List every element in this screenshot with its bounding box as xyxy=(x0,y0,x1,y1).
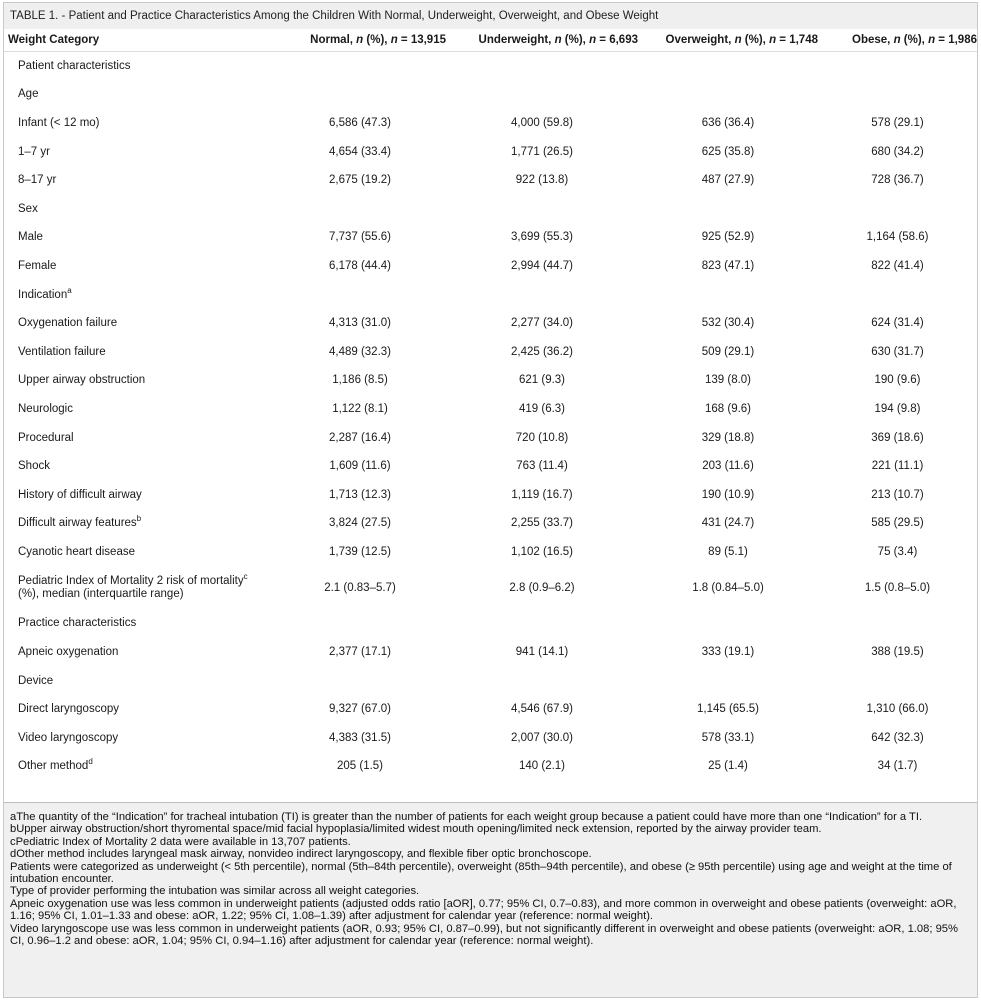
cell-value xyxy=(638,280,818,309)
footnote: Patients were categorized as underweight (< 5th percentile), normal (5th–84th percentile), overweight (85th–94th percentile), and obese (≥ 95th percentile) using age and weight at the time of intubation encounter. xyxy=(10,860,952,886)
cell-value: 2,007 (30.0) xyxy=(510,731,573,744)
table-row xyxy=(4,166,977,195)
table-caption: TABLE 1. - Patient and Practice Characteristics Among the Children With Normal, Underweight, Overweight, and Obese Weight xyxy=(4,3,977,29)
cell-value: 1,164 (58.6) xyxy=(866,231,929,244)
header-overweight: Overweight, n (%), n = 1,748 xyxy=(638,29,818,52)
cell-value xyxy=(446,609,638,638)
cell-value xyxy=(446,194,638,223)
cell-value xyxy=(274,609,446,638)
cell-value: 823 (47.1) xyxy=(701,259,755,272)
row-label: Apneic oxygenation xyxy=(18,646,119,659)
cell-value xyxy=(638,52,818,81)
row-label: Upper airway obstruction xyxy=(18,374,146,387)
cell-value xyxy=(818,194,977,223)
cell-value: 6,586 (47.3) xyxy=(328,116,391,129)
cell-value: 2,425 (36.2) xyxy=(510,345,573,358)
cell-value: 621 (9.3) xyxy=(518,374,566,387)
cell-value: 1.5 (0.8–5.0) xyxy=(864,581,931,594)
cell-value: 1,713 (12.3) xyxy=(328,488,391,501)
cell-value: 369 (18.6) xyxy=(871,431,924,444)
section-label: Age xyxy=(18,88,39,101)
footnote: Video laryngoscope use was less common in underweight patients (aOR, 0.93; 95% CI, 0.87–0.99), but not significantly different in overweight and obese patients (overweight: aOR, 1.08; 95% CI, 0.96–1.2 and obese: aOR, 1.04; 95% CI, 0.94–1.16) after adjustment for calendar year (reference: normal weight). xyxy=(10,922,958,948)
cell-value: 4,383 (31.5) xyxy=(328,731,391,744)
footnote-marker: c xyxy=(243,572,248,582)
table-row xyxy=(4,395,977,424)
table-row xyxy=(4,137,977,166)
cell-value: 2.8 (0.9–6.2) xyxy=(509,581,575,594)
cell-value: 25 (1.4) xyxy=(708,760,748,773)
cell-value: 625 (35.8) xyxy=(701,145,755,158)
row-label: Other method$^d$ xyxy=(18,757,93,773)
section-label: Sex xyxy=(18,202,38,215)
cell-value: 680 (34.2) xyxy=(871,145,924,158)
data-table xyxy=(4,29,977,781)
footnotes xyxy=(4,802,977,997)
cell-value: 578 (33.1) xyxy=(701,731,755,744)
header-weight-category: Weight Category xyxy=(4,29,274,52)
section-label: Patient characteristics xyxy=(18,60,131,73)
cell-value: 941 (14.1) xyxy=(515,646,569,659)
row-label: Female xyxy=(18,259,57,272)
cell-value: 388 (19.5) xyxy=(871,646,924,659)
cell-value: 213 (10.7) xyxy=(871,488,924,501)
row-label: Ventilation failure xyxy=(18,345,106,358)
cell-value: 4,313 (31.0) xyxy=(328,317,391,330)
section-row xyxy=(4,194,977,223)
cell-value: 75 (3.4) xyxy=(877,545,918,558)
cell-value: 203 (11.6) xyxy=(702,460,754,473)
table-row xyxy=(4,724,977,753)
cell-value xyxy=(818,609,977,638)
table-row xyxy=(4,638,977,667)
cell-value: 4,654 (33.4) xyxy=(328,145,391,158)
footnote-marker: b xyxy=(136,514,142,524)
cell-value: 34 (1.7) xyxy=(877,760,918,773)
table-row xyxy=(4,509,977,538)
row-label: Infant (< 12 mo) xyxy=(18,116,100,129)
cell-value: 1,771 (26.5) xyxy=(510,145,573,158)
cell-value xyxy=(818,666,977,695)
cell-value: 1,739 (12.5) xyxy=(328,545,391,558)
cell-value: 431 (24.7) xyxy=(701,517,755,530)
cell-value: 532 (30.4) xyxy=(701,317,755,330)
cell-value: 642 (32.3) xyxy=(871,731,924,744)
cell-value xyxy=(818,280,977,309)
table-row xyxy=(4,252,977,281)
cell-value: 1,119 (16.7) xyxy=(511,488,573,501)
cell-value: 487 (27.9) xyxy=(701,174,755,187)
cell-value: 822 (41.4) xyxy=(871,259,924,272)
cell-value: 630 (31.7) xyxy=(871,345,924,358)
row-label: Shock xyxy=(18,460,50,473)
cell-value: 190 (10.9) xyxy=(701,488,755,501)
cell-value: 4,546 (67.9) xyxy=(510,703,573,716)
cell-value: 89 (5.1) xyxy=(708,545,748,558)
table-row xyxy=(4,452,977,481)
cell-value: 168 (9.6) xyxy=(704,402,752,415)
header-row xyxy=(4,29,977,52)
cell-value: 1,122 (8.1) xyxy=(332,402,388,415)
cell-value: 333 (19.1) xyxy=(701,646,755,659)
row-label: Video laryngoscopy xyxy=(18,731,119,744)
cell-value: 925 (52.9) xyxy=(701,231,755,244)
cell-value xyxy=(818,52,977,81)
cell-value: 720 (10.8) xyxy=(515,431,569,444)
cell-value xyxy=(638,194,818,223)
footnote: bUpper airway obstruction/short thyromental space/mid facial hypoplasia/limited widest mouth opening/limited neck extension, reported by the airway provider team. xyxy=(10,823,822,836)
cell-value: 3,699 (55.3) xyxy=(510,231,573,244)
cell-value xyxy=(818,80,977,109)
cell-value: 1.8 (0.84–5.0) xyxy=(692,581,764,594)
table-row xyxy=(4,223,977,252)
cell-value: 329 (18.8) xyxy=(701,431,755,444)
section-row xyxy=(4,280,977,309)
cell-value xyxy=(274,666,446,695)
cell-value: 4,489 (32.3) xyxy=(328,345,391,358)
cell-value: 922 (13.8) xyxy=(515,174,569,187)
section-row xyxy=(4,666,977,695)
cell-value xyxy=(638,609,818,638)
section-row xyxy=(4,80,977,109)
cell-value xyxy=(274,80,446,109)
cell-value xyxy=(638,80,818,109)
row-label: 1–7 yr xyxy=(18,145,50,158)
row-label: Neurologic xyxy=(18,402,73,415)
row-label: Difficult airway features$^b$ xyxy=(18,514,142,530)
row-label: History of difficult airway xyxy=(18,488,142,501)
cell-value xyxy=(274,194,446,223)
cell-value: 1,102 (16.5) xyxy=(510,545,573,558)
row-label: 8–17 yr xyxy=(18,174,57,187)
cell-value: 1,145 (65.5) xyxy=(696,703,759,716)
cell-value: 419 (6.3) xyxy=(518,402,566,415)
footnote-marker: d xyxy=(88,757,93,767)
footnote: Apneic oxygenation use was less common in underweight patients (adjusted odds ratio [aOR], 0.77; 95% CI, 0.7–0.83), and more common in overweight and obese patients (overweight: aOR, 1.16; 95% CI, 1.01–1.33 and obese: aOR, 1.22; 95% CI, 1.08–1.39) after adjustment for calendar year (reference: normal weight). xyxy=(10,897,957,923)
header-obese: Obese, n (%), n = 1,986 xyxy=(818,29,977,52)
cell-value: 1,310 (66.0) xyxy=(866,703,929,716)
table-row xyxy=(4,423,977,452)
section-label: Practice characteristics xyxy=(18,617,137,630)
cell-value: 763 (11.4) xyxy=(516,460,568,473)
cell-value: 2.1 (0.83–5.7) xyxy=(324,581,396,594)
row-label: Oxygenation failure xyxy=(18,317,118,330)
cell-value xyxy=(446,80,638,109)
row-label: Male xyxy=(18,231,43,244)
cell-value: 7,737 (55.6) xyxy=(328,231,391,244)
row-label: Procedural xyxy=(18,431,74,444)
footnote: dOther method includes laryngeal mask airway, nonvideo indirect laryngoscopy, and flexible fiber optic bronchoscope. xyxy=(10,848,592,861)
cell-value: 194 (9.8) xyxy=(874,402,921,415)
table-row xyxy=(4,752,977,781)
cell-value: 2,377 (17.1) xyxy=(328,646,391,659)
cell-value: 636 (36.4) xyxy=(701,116,755,129)
table-row xyxy=(4,538,977,567)
table-row xyxy=(4,695,977,724)
cell-value: 190 (9.6) xyxy=(874,374,921,387)
header-normal: Normal, n (%), n = 13,915 xyxy=(274,29,446,52)
section-label: Indication$^a$ xyxy=(18,285,72,301)
cell-value xyxy=(274,52,446,81)
row-label: Cyanotic heart disease xyxy=(18,545,135,558)
cell-value xyxy=(274,280,446,309)
cell-value: 2,675 (19.2) xyxy=(328,174,391,187)
cell-value: 139 (8.0) xyxy=(704,374,752,387)
footnote-marker: a xyxy=(67,285,72,295)
row-label: Pediatric Index of Mortality 2 risk of mortality$^c$ (%), median (interquartile range) xyxy=(18,572,248,600)
cell-value: 9,327 (67.0) xyxy=(328,703,391,716)
table-row xyxy=(4,566,977,609)
table-row xyxy=(4,366,977,395)
footnote: Type of provider performing the intubation was similar across all weight categories. xyxy=(10,885,420,898)
cell-value xyxy=(638,666,818,695)
cell-value: 140 (2.1) xyxy=(518,760,566,773)
table-document xyxy=(3,2,978,998)
cell-value: 728 (36.7) xyxy=(871,174,924,187)
cell-value: 578 (29.1) xyxy=(871,116,924,129)
table-row xyxy=(4,337,977,366)
cell-value: 2,287 (16.4) xyxy=(328,431,391,444)
section-label: Device xyxy=(18,674,54,687)
section-row xyxy=(4,52,977,81)
cell-value xyxy=(446,52,638,81)
cell-value: 205 (1.5) xyxy=(336,760,384,773)
cell-value: 2,994 (44.7) xyxy=(510,259,573,272)
cell-value: 4,000 (59.8) xyxy=(510,116,573,129)
cell-value: 1,609 (11.6) xyxy=(329,460,391,473)
footnote: cPediatric Index of Mortality 2 data were available in 13,707 patients. xyxy=(10,835,351,848)
cell-value: 3,824 (27.5) xyxy=(328,517,391,530)
cell-value: 585 (29.5) xyxy=(871,517,924,530)
table-body xyxy=(4,52,977,781)
cell-value: 6,178 (44.4) xyxy=(328,259,391,272)
header-underweight: Underweight, n (%), n = 6,693 xyxy=(446,29,638,52)
cell-value: 2,255 (33.7) xyxy=(510,517,573,530)
cell-value: 1,186 (8.5) xyxy=(332,374,388,387)
cell-value: 624 (31.4) xyxy=(871,317,924,330)
footnote: aThe quantity of the “Indication” for tracheal intubation (TI) is greater than the number of patients for each weight group because a patient could have more than one “Indication” for a TI. xyxy=(10,811,923,823)
cell-value: 2,277 (34.0) xyxy=(510,317,573,330)
table-row xyxy=(4,309,977,338)
cell-value: 509 (29.1) xyxy=(701,345,755,358)
section-row xyxy=(4,609,977,638)
row-label: Direct laryngoscopy xyxy=(18,703,119,716)
cell-value xyxy=(446,666,638,695)
table-row xyxy=(4,109,977,138)
table-row xyxy=(4,480,977,509)
cell-value: 221 (11.1) xyxy=(871,460,924,473)
cell-value xyxy=(446,280,638,309)
